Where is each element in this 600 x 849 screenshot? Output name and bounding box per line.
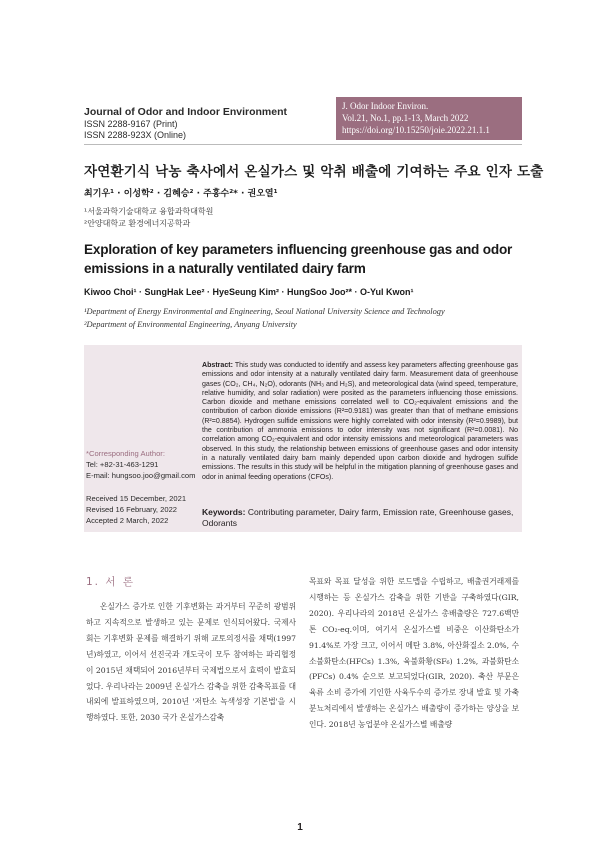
english-affiliation-2: ²Department of Environmental Engineering, Anyang University — [84, 320, 297, 329]
korean-title: 자연환기식 낙농 축사에서 온실가스 및 악취 배출에 기여하는 주요 인자 도출 — [84, 164, 544, 180]
intro-right-column: 목표와 목표 달성을 위한 로드맵을 수립하고, 배출권거래제를 시행하는 등 온실가스 감축을 위한 기반을 구축하였다(GIR, 2020). 우리나라의 2018년 온실가스 총배출량은 727.6백만톤 CO₂-eq.이며, 여기서 온실가스별 비중은 이산화탄소가 91.4%로 가장 크고, 이어서 메탄 3.8%, 아산화질소 2.0%, 수소불화탄소(HFCs) 1.3%, 육불화황(SF₆) 1.2%, 과불화탄소(PFCs) 0.4% 순으로 보고되었다(GIR, 2020). 축산 부문은 육류 소비 증가에 기인한 사육두수의 증가로 장내 발효 및 가축분뇨처리에서 발생하는 온실가스 배출량이 증가하는 양상을 보인다. 2018년 농업분야 온실가스별 배출량 — [309, 577, 519, 730]
abstract — [202, 361, 518, 482]
keywords — [202, 507, 518, 529]
corresponding-tel: Tel: +82-31-463-1291 — [86, 460, 159, 469]
corresponding-author-label: *Corresponding Author: — [86, 449, 165, 458]
revised-date: Revised 16 February, 2022 — [86, 505, 178, 514]
keywords-text: Contributing parameter, Dairy farm, Emission rate, Greenhouse gases, Odorants — [202, 507, 514, 528]
journal-name: Journal of Odor and Indoor Environment — [84, 106, 288, 118]
korean-authors: 최기우¹ · 이성학² · 김혜승² · 주홍수²* · 권오열¹ — [84, 189, 278, 199]
english-authors: Kiwoo Choi¹ · SungHak Lee² · HyeSeung Kim² · HungSoo Joo²* · O-Yul Kwon¹ — [84, 287, 414, 297]
accepted-date: Accepted 2 March, 2022 — [86, 516, 169, 525]
page-number: 1 — [297, 822, 303, 833]
corresponding-email[interactable]: E-mail: hungsoo.joo@gmail.com — [86, 471, 196, 480]
intro-left-column: 온실가스 증가로 인한 기후변화는 과거부터 꾸준히 광범위하고 지속적으로 발생하고 있는 문제로 인식되어왔다. 국제사회는 기후변화 문제를 해결하기 위해 교토의정서를 채택(1997년)하였고, 이어서 선진국과 개도국이 모두 참여하는 파리협정이 2015년 채택되어 2016년부터 국제법으로서 효력이 발효되었다. 우리나라는 2009년 온실가스 감축을 위한 감축목표를 대내외에 발표하였으며, 2010년 '저탄소 녹색성장 기본법'을 시행하였다. 또한, 2030 국가 온실가스감축 — [86, 602, 296, 723]
citation-journal: J. Odor Indoor Environ. — [342, 101, 429, 111]
abstract-text: This study was conducted to identify and assess key parameters affecting greenhouse gas emissions and odor intensity at a naturally ventilated dairy farm. Measurement data of greenhouse gases (CO₂, CH₄, N₂O), odorants (NH₃ and H₂S), and meteorological data (wind speed, temperature, relative humidity, and solar radiation) were posited as the parameters influencing those emissions. Carbon dioxide and methane emissions correlated well to CO₂-equivalent emissions and the contribution of carbon dioxide emissions (R²=0.9181) was greater than that of methane emissions (R²=0.8854). Hydrogen sulfide emissions were highly correlated with odor intensity (R²=0.9989), but the contribution of ammonia emissions to odor intensity was not significant (R²=0.0081). No correlation among CO₂-equivalent and odor intensity emissions and meteorological parameters was observed. In this study, the relationship between emissions of greenhouse gases and odor intensity in a naturally ventilated dairy barn mainly depended upon carbon dioxide and hydrogen sulfide emissions. The results in this study will be helpful in the mitigation planning of greenhouse gases and odor in animal feeding operations (CFOs). — [202, 362, 518, 481]
received-date: Received 15 December, 2021 — [86, 494, 187, 503]
citation-volume: Vol.21, No.1, pp.1-13, March 2022 — [342, 113, 469, 123]
english-affiliation-1: ¹Department of Energy Environmental and Engineering, Seoul National University Science and Technology — [84, 307, 445, 316]
citation-doi[interactable]: https://doi.org/10.15250/joie.2022.21.1.1 — [342, 125, 490, 135]
korean-affiliation-2: ²안양대학교 환경에너지공학과 — [84, 219, 191, 228]
section-heading-introduction: 1. 서 론 — [86, 576, 135, 588]
issn-online: ISSN 2288-923X (Online) — [84, 130, 187, 140]
abstract-label: Abstract: — [202, 362, 233, 369]
keywords-label: Keywords: — [202, 507, 246, 517]
korean-affiliation-1: ¹서울과학기술대학교 융합과학대학원 — [84, 207, 214, 216]
english-title: Exploration of key parameters influencing greenhouse gas and odor emissions in a naturally ventilated dairy farm — [84, 242, 513, 276]
issn-print: ISSN 2288-9167 (Print) — [84, 119, 178, 129]
header-divider — [84, 144, 522, 145]
citation-box — [336, 97, 522, 140]
